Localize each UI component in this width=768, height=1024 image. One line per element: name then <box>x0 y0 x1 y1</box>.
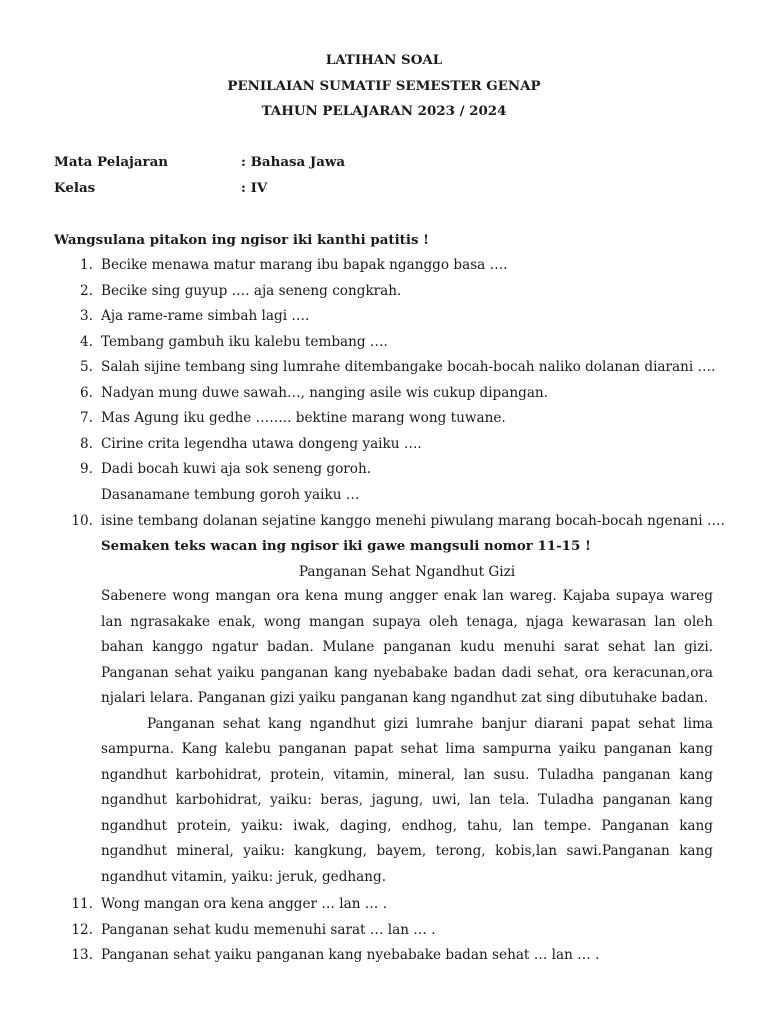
subject-label: Mata Pelajaran <box>54 154 169 170</box>
doc-subtitle: PENILAIAN SUMATIF SEMESTER GENAP <box>227 78 541 94</box>
reading-passage <box>101 584 713 890</box>
question-number: 5. <box>80 359 93 375</box>
question-text: Becike sing guyup …. aja seneng congkrah. <box>101 283 402 299</box>
question-number: 12. <box>71 922 93 938</box>
class-label: Kelas <box>54 180 96 196</box>
question-number: 11. <box>71 896 93 912</box>
question-number: 4. <box>80 334 93 350</box>
question-text: Tembang gambuh iku kalebu tembang …. <box>101 334 388 350</box>
question-number: 1. <box>80 257 93 273</box>
question-text: Panganan sehat kudu memenuhi sarat … lan … . <box>101 922 436 938</box>
reading-instruction: Semaken teks wacan ing ngisor iki gawe mangsuli nomor 11-15 ! <box>101 538 591 554</box>
question-number: 3. <box>80 308 93 324</box>
question-text: Panganan sehat yaiku panganan kang nyebabake badan sehat … lan … . <box>101 947 600 963</box>
question-number: 10. <box>71 513 93 529</box>
question-text: Dadi bocah kuwi aja sok seneng goroh. <box>101 461 372 477</box>
doc-year: TAHUN PELAJARAN 2023 / 2024 <box>261 103 507 119</box>
question-text: Nadyan mung duwe sawah…, nanging asile wis cukup dipangan. <box>101 385 548 401</box>
question-number: 2. <box>80 283 93 299</box>
reading-paragraph-1: Sabenere wong mangan ora kena mung angger enak lan wareg. Kajaba supaya wareg lan ngrasakake enak, wong mangan supaya oleh tenaga, njaga kewarasan lan oleh bahan kanggo ngatur badan. Mulane panganan kudu menuhi sarat sehat lan gizi. Panganan sehat yaiku panganan kang nyebabake badan dadi sehat, ora keracunan,ora njalari lelara. Panganan gizi yaiku panganan kang ngandhut zat sing dibutuhake badan. <box>101 588 713 706</box>
reading-paragraph-2: Panganan sehat kang ngandhut gizi lumrahe banjur diarani papat sehat lima sampurna. Kang kalebu panganan papat sehat lima sampurna yaiku panganan kang ngandhut karbohidrat, protein, vitamin, mineral, lan susu. Tuladha panganan kang ngandhut karbohidrat, yaiku: beras, jagung, uwi, lan tela. Tuladha panganan kang ngandhut protein, yaiku: iwak, daging, endhog, tahu, lan tempe. Panganan kang ngandhut mineral, yaiku: kangkung, bayem, terong, kobis,lan sawi.Panganan kang ngandhut vitamin, yaiku: jeruk, gedhang. <box>101 715 713 885</box>
question-text: Aja rame-rame simbah lagi …. <box>101 308 310 324</box>
question-text: Mas Agung iku gedhe …….. bektine marang wong tuwane. <box>101 410 506 426</box>
question-number: 13. <box>71 947 93 963</box>
question-text: Wong mangan ora kena angger … lan … . <box>101 896 388 912</box>
reading-title: Panganan Sehat Ngandhut Gizi <box>298 564 516 580</box>
question-number: 8. <box>80 436 93 452</box>
instruction: Wangsulana pitakon ing ngisor iki kanthi patitis ! <box>54 232 430 248</box>
subject-value: : Bahasa Jawa <box>241 154 346 170</box>
question-text: Salah sijine tembang sing lumrahe ditembangake bocah-bocah naliko dolanan diarani …. <box>101 359 716 375</box>
question-number: 7. <box>80 410 93 426</box>
question-text: Cirine crita legendha utawa dongeng yaiku …. <box>101 436 422 452</box>
question-number: 6. <box>80 385 93 401</box>
question-text: isine tembang dolanan sejatine kanggo menehi piwulang marang bocah-bocah ngenani …. <box>101 513 725 529</box>
class-value: : IV <box>241 180 268 196</box>
question-subtext: Dasanamane tembung goroh yaiku … <box>101 487 360 503</box>
question-number: 9. <box>80 461 93 477</box>
question-text: Becike menawa matur marang ibu bapak nganggo basa …. <box>101 257 508 273</box>
doc-title: LATIHAN SOAL <box>325 52 443 68</box>
